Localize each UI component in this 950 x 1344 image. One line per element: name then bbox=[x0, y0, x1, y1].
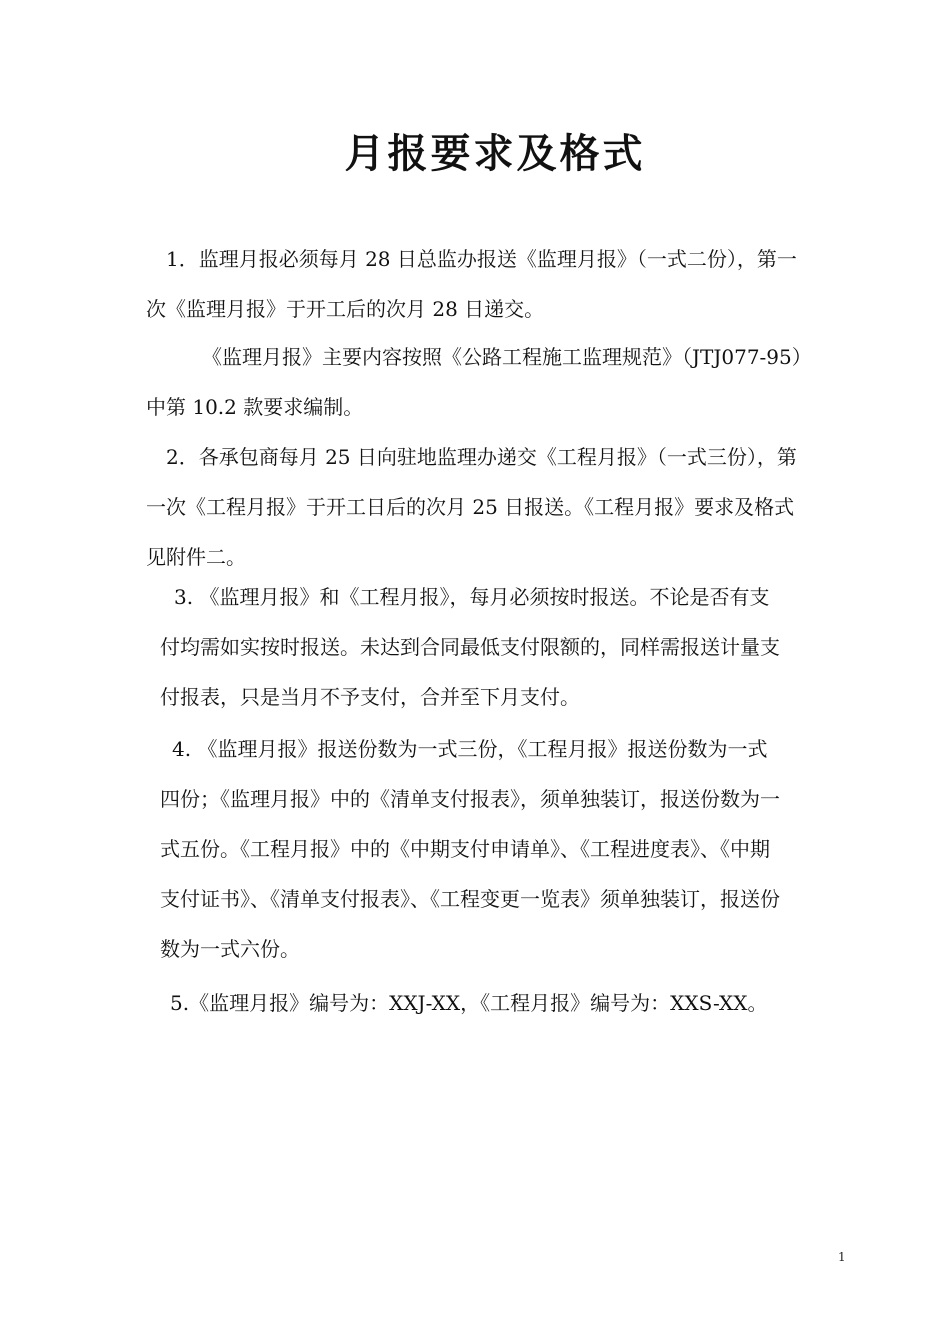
paragraph-line: 见附件二。 bbox=[146, 545, 246, 569]
document-title: 月报要求及格式 bbox=[344, 131, 646, 177]
paragraph-line: 1．监理月报必须每月 28 日总监办报送《监理月报》（一式二份），第一 bbox=[166, 247, 797, 271]
paragraph-line: 2．各承包商每月 25 日向驻地监理办递交《工程月报》（一式三份），第 bbox=[166, 445, 797, 469]
paragraph-line: 5.《监理月报》编号为：XXJ-XX，《工程月报》编号为：XXS-XX。 bbox=[170, 991, 768, 1015]
page-number: 1 bbox=[838, 1250, 846, 1264]
paragraph-line: 一次《工程月报》于开工日后的次月 25 日报送。《工程月报》要求及格式 bbox=[146, 495, 795, 519]
paragraph-line: 《监理月报》主要内容按照《公路工程施工监理规范》（JTJ077-95） bbox=[202, 345, 812, 369]
paragraph-line: 4. 《监理月报》报送份数为一式三份，《工程月报》报送份数为一式 bbox=[172, 737, 768, 761]
paragraph-2 bbox=[146, 432, 852, 582]
paragraph-3 bbox=[160, 572, 852, 722]
paragraph-5 bbox=[170, 978, 852, 1028]
paragraph-line: 付报表，只是当月不予支付，合并至下月支付。 bbox=[160, 685, 580, 709]
paragraph-line: 3. 《监理月报》和《工程月报》，每月必须按时报送。不论是否有支 bbox=[174, 585, 770, 609]
paragraph-line: 支付证书》、《清单支付报表》、《工程变更一览表》须单独装订，报送份 bbox=[160, 887, 780, 911]
paragraph-line: 式五份。《工程月报》中的《中期支付申请单》、《工程进度表》、《中期 bbox=[160, 837, 770, 861]
paragraph-4 bbox=[160, 724, 852, 974]
paragraph-line: 次《监理月报》于开工后的次月 28 日递交。 bbox=[146, 297, 545, 321]
paragraph-line: 中第 10.2 款要求编制。 bbox=[146, 395, 364, 419]
paragraph-1 bbox=[146, 234, 852, 334]
paragraph-1-note bbox=[146, 332, 852, 432]
paragraph-line: 四份；《监理月报》中的《清单支付报表》，须单独装订，报送份数为一 bbox=[160, 787, 780, 811]
paragraph-line: 数为一式六份。 bbox=[160, 937, 300, 961]
paragraph-line: 付均需如实按时报送。未达到合同最低支付限额的，同样需报送计量支 bbox=[160, 635, 780, 659]
